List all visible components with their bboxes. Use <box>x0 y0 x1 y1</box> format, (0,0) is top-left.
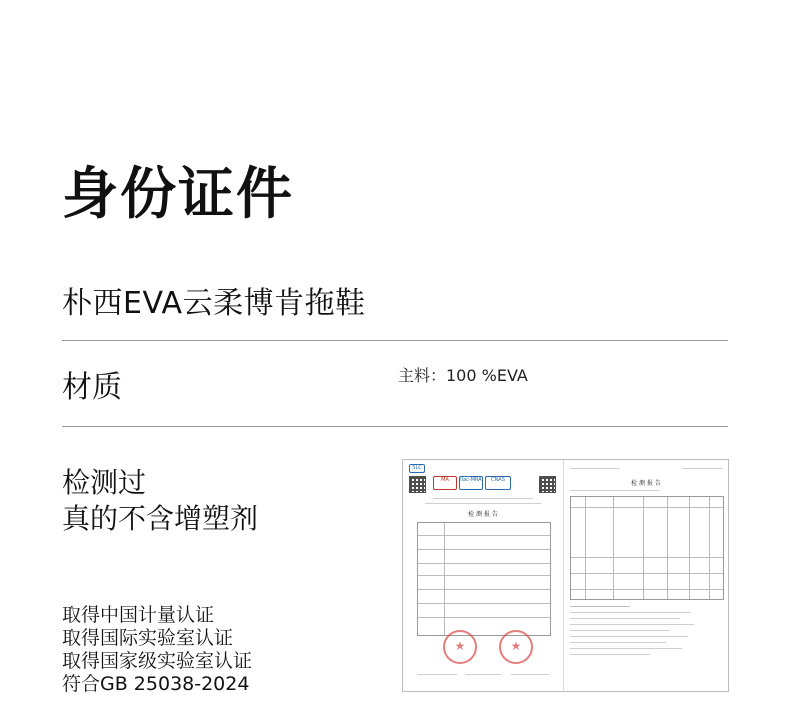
report-header-line <box>570 490 660 491</box>
divider-bottom <box>62 426 728 427</box>
material-label: 材质 <box>62 370 122 405</box>
certification-heading <box>62 465 258 537</box>
signature-line <box>511 674 549 675</box>
product-name: 朴西EVA云柔博肯拖鞋 <box>62 286 366 321</box>
report-table-left <box>417 522 551 636</box>
certification-item: 符合GB 25038-2024 <box>62 673 250 695</box>
signature-line <box>417 674 457 675</box>
slc-logo: SLC <box>409 464 425 473</box>
report-text-line <box>570 630 670 631</box>
certification-heading-line1: 检测过 <box>62 466 147 499</box>
divider-top <box>62 340 728 341</box>
report-header-line <box>682 468 722 469</box>
report-text-line <box>570 612 690 613</box>
certification-list <box>62 604 252 696</box>
report-page-left <box>403 460 564 691</box>
report-text-line <box>570 618 680 619</box>
report-header-line <box>425 503 541 504</box>
report-text-line <box>570 606 630 607</box>
report-text-line <box>570 636 688 637</box>
report-header-line <box>570 468 620 469</box>
signature-line <box>465 674 501 675</box>
report-text-line <box>570 642 666 643</box>
report-title-right: 检 测 报 告 <box>631 480 661 487</box>
certification-item: 取得国家级实验室认证 <box>62 650 253 672</box>
report-title-left: 检 测 报 告 <box>468 511 498 518</box>
ilac-logo: ilac-MRA <box>459 476 483 490</box>
report-text-line <box>570 624 694 625</box>
report-header-line <box>433 498 533 499</box>
cnas-logo: CNAS <box>485 476 511 490</box>
material-value: 主料：100 %EVA <box>398 366 528 385</box>
qr-code-icon <box>409 476 426 493</box>
red-seal-stamp: ★ <box>443 630 477 664</box>
report-page-right <box>564 460 728 691</box>
page-title: 身份证件 <box>62 162 294 227</box>
report-text-line <box>570 654 650 655</box>
report-text-line <box>570 648 682 649</box>
certification-item: 取得国际实验室认证 <box>62 627 234 649</box>
ma-logo: MA <box>433 476 457 490</box>
report-table-right <box>570 496 724 600</box>
qr-code-icon <box>539 476 556 493</box>
test-report-image <box>402 459 729 692</box>
certification-item: 取得中国计量认证 <box>62 604 215 626</box>
certification-heading-line2: 真的不含增塑剂 <box>62 502 259 535</box>
red-seal-stamp: ★ <box>499 630 533 664</box>
